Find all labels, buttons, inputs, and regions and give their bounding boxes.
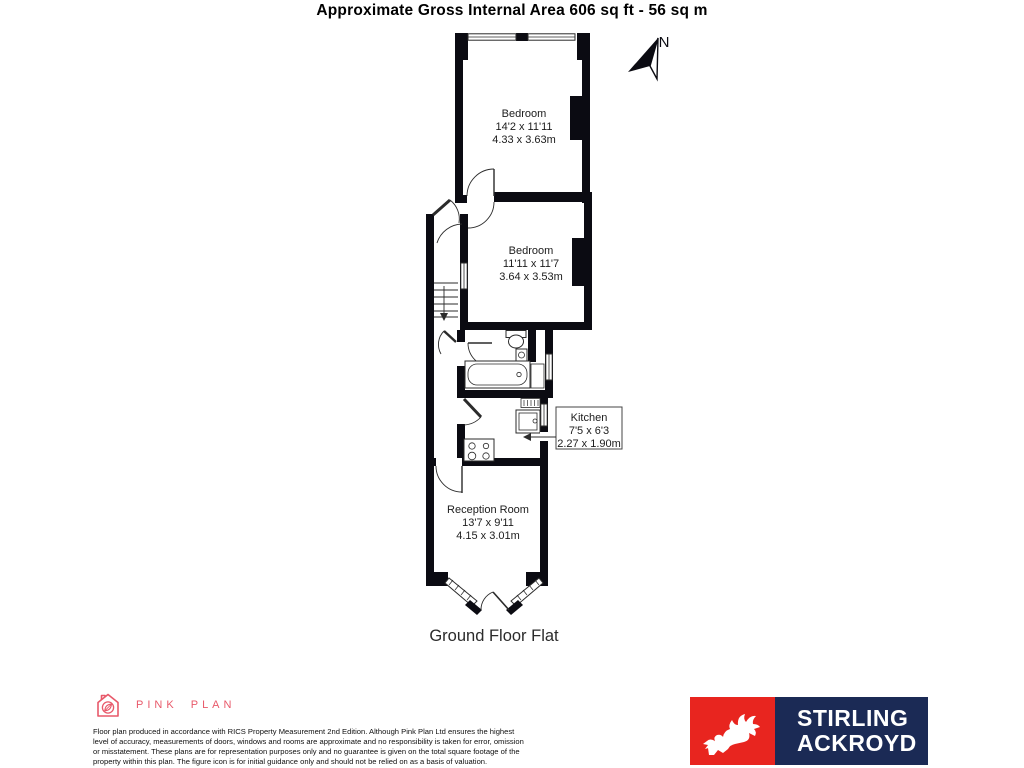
door-arc-bedroom1: [467, 169, 494, 196]
basin-bowl: [519, 352, 525, 358]
bedroom2-dims-m: 3.64 x 3.53m: [499, 271, 563, 283]
disclaimer-line: Floor plan produced in accordance with RICS Property Measurement 2nd Edition. Although Pink Plan Ltd ensures the highest: [93, 727, 515, 736]
door-leaf-kitchen: [464, 399, 481, 417]
door-arc-reception: [436, 466, 462, 492]
bay-door-arc: [481, 592, 493, 610]
north-label: N: [658, 34, 670, 51]
kitchen-name: Kitchen: [570, 412, 608, 424]
door-arc-entrance: [450, 200, 459, 223]
hob-burner: [483, 443, 488, 448]
kitchen-dims-ft: 7'5 x 6'3: [568, 425, 610, 437]
door-leaf-entrance: [433, 200, 450, 215]
door-arc-corridor: [438, 331, 444, 354]
door-arc-kitchen: [464, 417, 481, 425]
bedroom1-dims-ft: 14'2 x 11'11: [495, 121, 553, 133]
stirling-ackroyd-crest: [690, 697, 775, 765]
stairs: [434, 283, 458, 317]
disclaimer-text: [93, 727, 598, 767]
hob-burner: [468, 452, 476, 460]
hob-burner: [469, 443, 475, 449]
reception-dims-ft: 13'7 x 9'11: [462, 517, 514, 529]
hob-burner: [483, 453, 489, 459]
door-arc-bedroom2: [468, 202, 494, 228]
bedroom2-dims-ft: 11'11 x 11'7: [502, 258, 560, 270]
kitchen-tap: [533, 419, 537, 423]
disclaimer-line: property within this plan. The figure icon is for initial guidance only and should not be relied on as a basis of valuation.: [93, 756, 488, 766]
bedroom1-name: Bedroom: [501, 108, 547, 120]
bedroom1-dims-m: 4.33 x 3.63m: [492, 134, 556, 146]
kitchen-dims-m: 2.27 x 1.90m: [557, 438, 621, 450]
void-duct: [531, 364, 544, 388]
door-leaf-corridor: [444, 331, 456, 342]
reception-dims-m: 4.15 x 3.01m: [456, 530, 520, 542]
stirling-ackroyd-logo: [690, 697, 928, 765]
bay-door-leaf: [493, 592, 509, 610]
pink-plan-house-icon: [93, 690, 123, 720]
disclaimer-line: or misstatement. These plans are for representation purposes only and no guarantee is given on the total square footage of the: [93, 746, 520, 756]
north-arrow: [628, 34, 669, 79]
stirling-ackroyd-line1: STIRLING: [797, 705, 909, 732]
bedroom2-name: Bedroom: [508, 245, 554, 257]
kitchen-fixtures: [464, 399, 540, 462]
floor-label: Ground Floor Flat: [429, 627, 559, 645]
stirling-ackroyd-line2: ACKROYD: [797, 730, 917, 756]
griffin-icon: [702, 704, 764, 758]
page-title: Approximate Gross Internal Area 606 sq ft - 56 sq m: [316, 2, 708, 19]
pink-plan-logo: [93, 690, 235, 720]
disclaimer-line: level of accuracy, measurements of doors, windows and rooms are approximate and no responsibility is taken for error, omission: [93, 736, 524, 746]
door-arc-hallway: [437, 224, 462, 243]
reception-name: Reception Room: [447, 504, 529, 516]
stirling-ackroyd-wordmark: [775, 697, 928, 765]
toilet-bowl: [509, 335, 524, 348]
bathtub-drain: [517, 372, 521, 376]
kitchen-pointer-arrowhead: [523, 433, 531, 441]
pink-plan-wordmark: PINK PLAN: [136, 699, 236, 711]
